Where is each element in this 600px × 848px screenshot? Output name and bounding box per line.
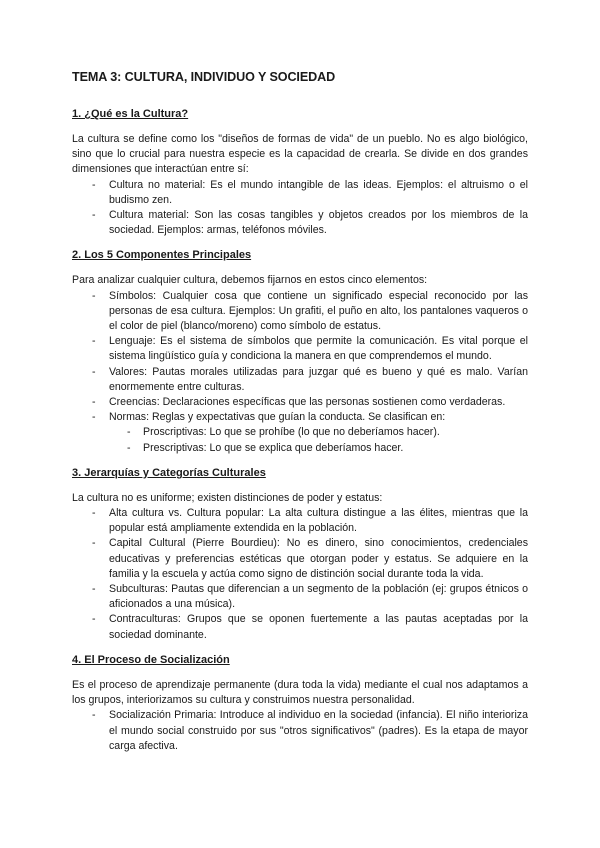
section-socialization — [72, 653, 528, 754]
section-intro: Para analizar cualquier cultura, debemos fijarnos en estos cinco elementos: — [72, 274, 428, 287]
sub-list-item: - Proscriptivas: Lo que se prohíbe (lo que no deberíamos hacer). — [127, 426, 440, 439]
list-item: - Socialización Primaria: Introduce al individuo en la sociedad (infancia). El niño interioriza el mundo social construido por sus "otros significativos" (padres). Es la etapa de mayor carga afectiva. — [92, 709, 528, 752]
list-item: - Valores: Pautas morales utilizadas para juzgar qué es bueno y qué es malo. Varían enormemente entre culturas. — [92, 365, 528, 393]
section-what-is-culture — [72, 107, 528, 238]
bullet-list — [72, 178, 528, 239]
list-item: - Símbolos: Cualquier cosa que contiene un significado especial reconocido por las personas de esa cultura. Ejemplos: Un grafiti, el puño en alto, los pantalones vaqueros o el color de piel (blanco/moreno) como símbolo de estatus. — [92, 289, 528, 333]
section-intro: La cultura se define como los "diseños de formas de vida" de un pueblo. No es algo biológico, sino que lo crucial para nuestra especie es la capacidad de crearla. Se divide en dos grandes dimensiones que interactúan entre sí: — [72, 133, 528, 176]
section-intro: La cultura no es uniforme; existen distinciones de poder y estatus: — [72, 491, 383, 504]
list-item: - Lenguaje: Es el sistema de símbolos que permite la comunicación. Es vital porque el sistema lingüístico guía y condiciona la manera en que comprendemos el mundo. — [92, 335, 528, 363]
list-item: - Capital Cultural (Pierre Bourdieu): No es dinero, sino conocimientos, credenciales educativas y preferencias estéticas que otorgan poder y estatus. Se adquiere en la familia y la escuela y actúa como signo de distinción social durante toda la vida. — [92, 537, 528, 580]
list-item: - Cultura material: Son las cosas tangibles y objetos creados por los miembros de la sociedad. Ejemplos: armas, teléfonos móviles. — [92, 209, 528, 237]
list-item: - Subculturas: Pautas que diferencian a un segmento de la población (ej: grupos étnicos o aficionados a una música). — [92, 583, 528, 611]
section-heading: 1. ¿Qué es la Cultura? — [72, 108, 189, 120]
bullet-list — [72, 708, 528, 754]
list-item: - Contraculturas: Grupos que se oponen fuertemente a las pautas aceptadas por la sociedad dominante. — [92, 613, 528, 641]
list-item: - Alta cultura vs. Cultura popular: La alta cultura distingue a las élites, mientras que la popular está ampliamente extendida en la población. — [92, 507, 528, 535]
bullet-list — [72, 506, 528, 643]
list-item: - Creencias: Declaraciones específicas que las personas sostienen como verdaderas. — [92, 396, 506, 409]
section-heading: 4. El Proceso de Socialización — [72, 653, 230, 666]
list-item: - Cultura no material: Es el mundo intangible de las ideas. Ejemplos: el altruismo o el budismo zen. — [92, 178, 528, 206]
document-page — [72, 69, 528, 754]
document-title: TEMA 3: CULTURA, INDIVIDUO Y SOCIEDAD — [72, 70, 336, 84]
sub-bullet-list — [109, 425, 528, 455]
section-intro: Es el proceso de aprendizaje permanente (dura toda la vida) mediante el cual nos adaptamos a los grupos, interiorizamos su cultura y construimos nuestra personalidad. — [72, 678, 528, 707]
section-components — [72, 248, 528, 455]
section-heading: 3. Jerarquías y Categorías Culturales — [72, 466, 266, 479]
sub-list-item: - Prescriptivas: Lo que se explica que deberíamos hacer. — [127, 441, 404, 454]
list-item: - Normas: Reglas y expectativas que guían la conducta. Se clasifican en: - Proscriptivas: Lo que se prohíbe (lo que no deberíamos hacer). - Prescriptivas: Lo que se explica que deberíamos hacer. — [72, 410, 528, 456]
section-heading: 2. Los 5 Componentes Principales — [72, 249, 252, 262]
bullet-list — [72, 289, 528, 456]
section-hierarchies — [72, 466, 528, 643]
